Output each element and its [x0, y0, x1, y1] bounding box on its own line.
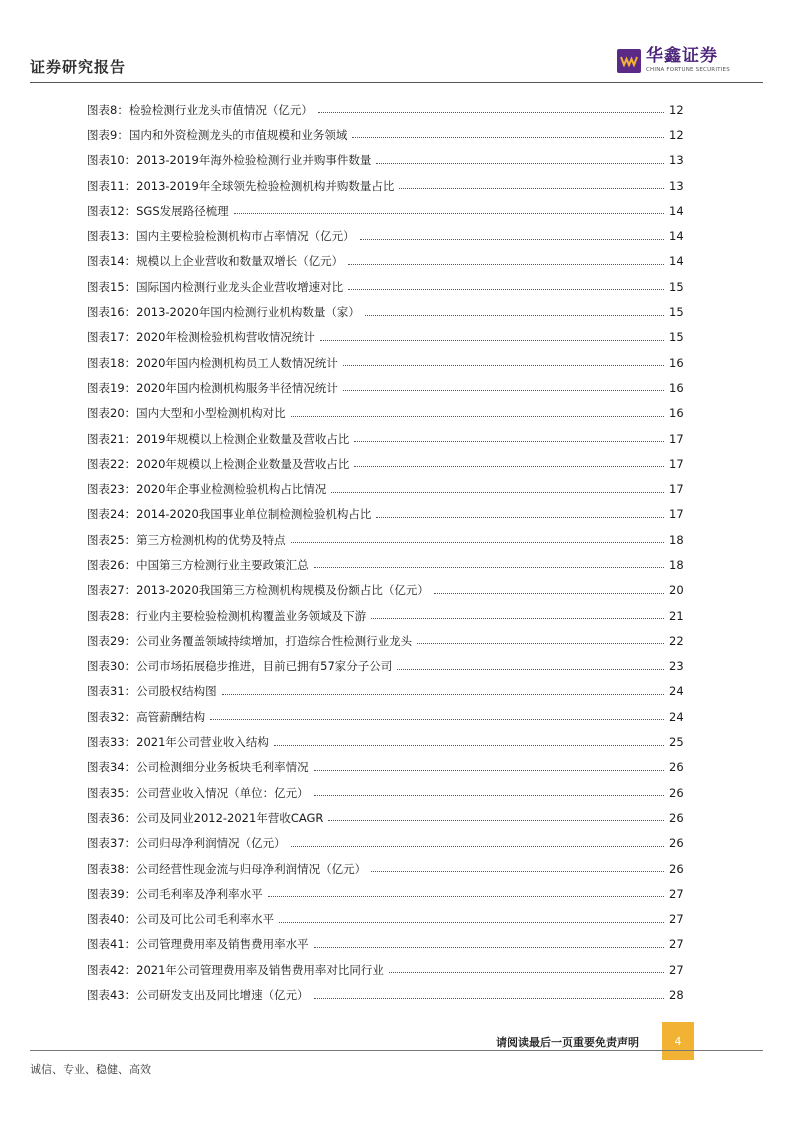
toc-entry[interactable] [87, 628, 683, 653]
toc-entry[interactable] [87, 654, 683, 679]
toc-entry-page: 16 [669, 406, 684, 421]
toc-entry[interactable] [87, 223, 683, 248]
toc-entry-page: 12 [669, 102, 684, 117]
toc-entry[interactable] [87, 578, 683, 603]
toc-entry-label: 图表40：公司及可比公司毛利率水平 [87, 912, 275, 927]
toc-entry-label: 图表31：公司股权结构图 [87, 684, 217, 699]
toc-entry-label: 图表30：公司市场拓展稳步推进，目前已拥有57家分子公司 [87, 659, 393, 674]
toc-entry-page: 26 [669, 861, 684, 876]
toc-entry-label: 图表41：公司管理费用率及销售费用率水平 [87, 937, 309, 952]
toc-entry-label: 图表22：2020年规模以上检测企业数量及营收占比 [87, 456, 350, 471]
toc-leader-dots [268, 896, 664, 897]
toc-entry-page: 27 [669, 937, 684, 952]
toc-entry[interactable] [87, 249, 683, 274]
logo-chinese-name: 华鑫证券 [646, 46, 718, 66]
toc-entry-label: 图表26：中国第三方检测行业主要政策汇总 [87, 557, 309, 572]
company-logo [617, 46, 730, 80]
toc-entry[interactable] [87, 729, 683, 754]
toc-entry[interactable] [87, 907, 683, 932]
toc-leader-dots [314, 795, 664, 796]
toc-entry-page: 23 [669, 659, 684, 674]
toc-entry[interactable] [87, 932, 683, 957]
toc-leader-dots [343, 390, 664, 391]
toc-leader-dots [360, 239, 664, 240]
toc-leader-dots [291, 542, 664, 543]
logo-english-name: CHINA FORTUNE SECURITIES [646, 67, 730, 73]
toc-entry-page: 14 [669, 254, 684, 269]
toc-entry-page: 14 [669, 203, 684, 218]
toc-leader-dots [331, 492, 664, 493]
toc-entry-page: 12 [669, 127, 684, 142]
toc-leader-dots [348, 289, 664, 290]
footer-motto: 诚信、专业、稳健、高效 [30, 1063, 151, 1076]
toc-entry[interactable] [87, 527, 683, 552]
toc-entry-label: 图表32：高管薪酬结构 [87, 709, 206, 724]
toc-leader-dots [318, 112, 664, 113]
toc-entry[interactable] [87, 173, 683, 198]
toc-entry-page: 18 [669, 532, 684, 547]
toc-leader-dots [234, 213, 664, 214]
toc-entry-page: 26 [669, 836, 684, 851]
toc-leader-dots [399, 188, 664, 189]
footer-divider [30, 1050, 763, 1051]
toc-leader-dots [314, 998, 664, 999]
toc-leader-dots [222, 694, 664, 695]
toc-leader-dots [314, 947, 664, 948]
toc-leader-dots [314, 770, 664, 771]
toc-entry-page: 16 [669, 380, 684, 395]
toc-entry[interactable] [87, 780, 683, 805]
toc-entry-label: 图表10：2013-2019年海外检验检测行业并购事件数量 [87, 153, 372, 168]
toc-entry-label: 图表21：2019年规模以上检测企业数量及营收占比 [87, 431, 350, 446]
header-divider [30, 82, 763, 83]
toc-entry-label: 图表12：SGS发展路径梳理 [87, 203, 229, 218]
toc-leader-dots [371, 871, 664, 872]
toc-entry[interactable] [87, 957, 683, 982]
logo-mark-icon [617, 49, 641, 73]
toc-entry[interactable] [87, 122, 683, 147]
toc-entry-label: 图表20：国内大型和小型检测机构对比 [87, 406, 286, 421]
toc-leader-dots [371, 618, 664, 619]
toc-leader-dots [397, 669, 664, 670]
toc-leader-dots [291, 846, 664, 847]
toc-entry-page: 24 [669, 709, 684, 724]
toc-entry-page: 26 [669, 810, 684, 825]
toc-entry-page: 17 [669, 431, 684, 446]
toc-entry[interactable] [87, 831, 683, 856]
toc-entry[interactable] [87, 148, 683, 173]
toc-entry-label: 图表15：国际国内检测行业龙头企业营收增速对比 [87, 279, 344, 294]
toc-entry[interactable] [87, 704, 683, 729]
toc-entry[interactable] [87, 401, 683, 426]
toc-leader-dots [354, 466, 664, 467]
toc-entry[interactable] [87, 97, 683, 122]
page-number-badge: 4 [662, 1022, 694, 1060]
toc-entry[interactable] [87, 451, 683, 476]
toc-leader-dots [389, 972, 664, 973]
toc-entry-page: 17 [669, 507, 684, 522]
toc-entry[interactable] [87, 198, 683, 223]
toc-entry-label: 图表36：公司及同业2012-2021年营收CAGR [87, 810, 324, 825]
toc-entry[interactable] [87, 274, 683, 299]
toc-entry-label: 图表11：2013-2019年全球领先检验检测机构并购数量占比 [87, 178, 395, 193]
toc-entry-label: 图表8：检验检测行业龙头市值情况（亿元） [87, 102, 313, 117]
toc-entry[interactable] [87, 755, 683, 780]
toc-entry-label: 图表37：公司归母净利润情况（亿元） [87, 836, 286, 851]
toc-entry-page: 13 [669, 178, 684, 193]
toc-entry-page: 24 [669, 684, 684, 699]
toc-leader-dots [354, 441, 664, 442]
toc-entry[interactable] [87, 881, 683, 906]
toc-entry-label: 图表38：公司经营性现金流与归母净利润情况（亿元） [87, 861, 367, 876]
toc-entry-label: 图表42：2021年公司管理费用率及销售费用率对比同行业 [87, 962, 384, 977]
toc-leader-dots [434, 593, 664, 594]
toc-entry[interactable] [87, 476, 683, 501]
toc-entry-label: 图表13：国内主要检验检测机构市占率情况（亿元） [87, 229, 355, 244]
toc-entry[interactable] [87, 426, 683, 451]
toc-entry-page: 25 [669, 735, 684, 750]
toc-entry-label: 图表18：2020年国内检测机构员工人数情况统计 [87, 355, 338, 370]
toc-entry-page: 15 [669, 279, 684, 294]
toc-entry-page: 27 [669, 912, 684, 927]
toc-entry-label: 图表19：2020年国内检测机构服务半径情况统计 [87, 380, 338, 395]
toc-entry[interactable] [87, 805, 683, 830]
toc-entry-label: 图表14：规模以上企业营收和数量双增长（亿元） [87, 254, 344, 269]
toc-entry[interactable] [87, 603, 683, 628]
toc-entry-page: 17 [669, 456, 684, 471]
toc-entry-label: 图表25：第三方检测机构的优势及特点 [87, 532, 286, 547]
toc-leader-dots [274, 745, 664, 746]
toc-leader-dots [343, 365, 664, 366]
toc-leader-dots [291, 416, 664, 417]
toc-entry[interactable] [87, 679, 683, 704]
toc-leader-dots [376, 163, 664, 164]
toc-entry-label: 图表24：2014-2020我国事业单位制检测检验机构占比 [87, 507, 372, 522]
toc-entry[interactable] [87, 982, 683, 1007]
toc-entry-label: 图表16：2013-2020年国内检测行业机构数量（家） [87, 305, 360, 320]
figure-list [87, 97, 683, 1008]
toc-entry-page: 20 [669, 583, 684, 598]
toc-entry-label: 图表43：公司研发支出及同比增速（亿元） [87, 988, 309, 1003]
toc-entry-page: 22 [669, 633, 684, 648]
toc-leader-dots [348, 264, 664, 265]
toc-entry-page: 27 [669, 962, 684, 977]
toc-entry-label: 图表27：2013-2020我国第三方检测机构规模及份额占比（亿元） [87, 583, 429, 598]
toc-entry-page: 15 [669, 305, 684, 320]
toc-leader-dots [279, 922, 664, 923]
toc-leader-dots [328, 820, 664, 821]
toc-entry[interactable] [87, 375, 683, 400]
toc-leader-dots [376, 517, 664, 518]
toc-entry-label: 图表39：公司毛利率及净利率水平 [87, 886, 263, 901]
toc-leader-dots [365, 315, 664, 316]
toc-leader-dots [314, 567, 664, 568]
toc-entry[interactable] [87, 552, 683, 577]
toc-entry-label: 图表9：国内和外资检测龙头的市值规模和业务领域 [87, 127, 348, 142]
toc-entry-page: 17 [669, 482, 684, 497]
toc-entry-page: 28 [669, 988, 684, 1003]
report-type-title: 证券研究报告 [30, 58, 127, 76]
toc-entry-page: 27 [669, 886, 684, 901]
toc-entry[interactable] [87, 502, 683, 527]
toc-entry-label: 图表34：公司检测细分业务板块毛利率情况 [87, 760, 309, 775]
toc-entry-label: 图表23：2020年企事业检测检验机构占比情况 [87, 482, 327, 497]
toc-leader-dots [417, 643, 664, 644]
toc-leader-dots [210, 719, 664, 720]
toc-entry[interactable] [87, 325, 683, 350]
toc-entry-page: 21 [669, 608, 684, 623]
toc-entry-page: 26 [669, 760, 684, 775]
toc-entry-label: 图表35：公司营业收入情况（单位：亿元） [87, 785, 309, 800]
toc-leader-dots [320, 340, 664, 341]
toc-entry-page: 16 [669, 355, 684, 370]
toc-entry-label: 图表17：2020年检测检验机构营收情况统计 [87, 330, 315, 345]
toc-entry-page: 26 [669, 785, 684, 800]
toc-entry-label: 图表28：行业内主要检验检测机构覆盖业务领域及下游 [87, 608, 367, 623]
disclaimer-note: 请阅读最后一页重要免责声明 [496, 1036, 639, 1049]
toc-entry[interactable] [87, 299, 683, 324]
toc-entry-page: 13 [669, 153, 684, 168]
toc-entry-page: 18 [669, 557, 684, 572]
toc-entry-label: 图表33：2021年公司营业收入结构 [87, 735, 269, 750]
toc-entry-page: 15 [669, 330, 684, 345]
toc-entry[interactable] [87, 856, 683, 881]
toc-entry[interactable] [87, 350, 683, 375]
toc-entry-page: 14 [669, 229, 684, 244]
toc-leader-dots [352, 137, 664, 138]
toc-entry-label: 图表29：公司业务覆盖领域持续增加，打造综合性检测行业龙头 [87, 633, 413, 648]
